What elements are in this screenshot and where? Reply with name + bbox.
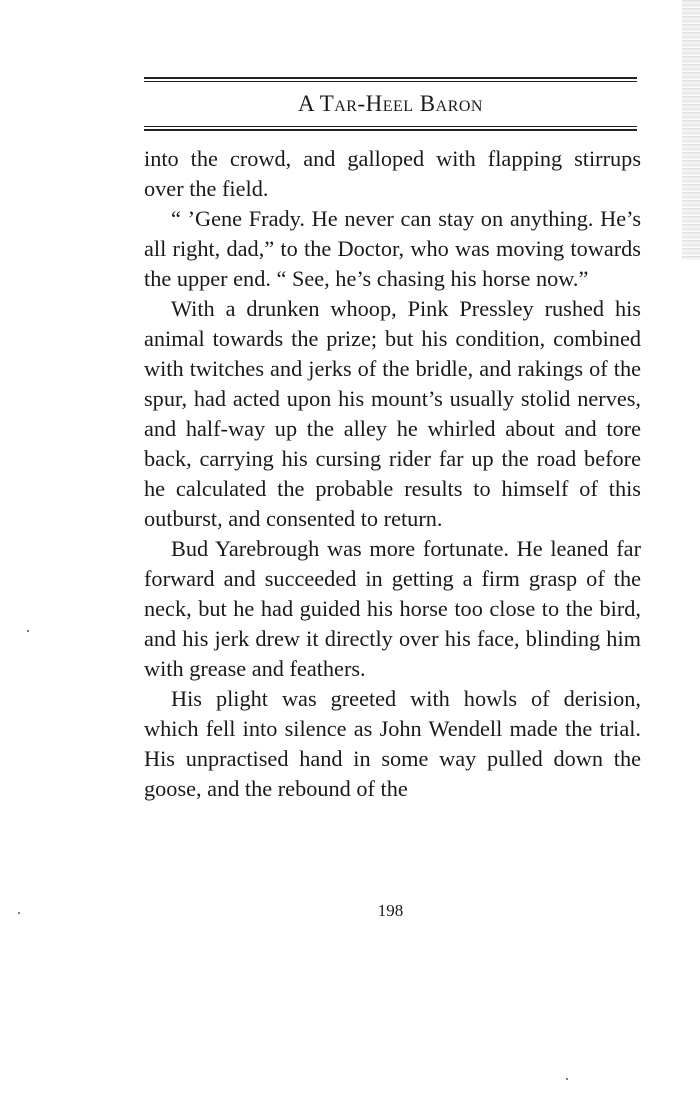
paragraph: “ ’Gene Frady. He never can stay on anything. He’s all right, dad,” to the Doctor, who was moving towards the upper end. “ See, he’s chasing his horse now.” xyxy=(144,206,641,291)
scan-edge-artifact xyxy=(682,0,700,260)
scan-speck xyxy=(18,912,20,914)
page-number: 198 xyxy=(377,901,404,920)
header-rule-bottom-thin xyxy=(144,126,637,127)
paragraph: Bud Yarebrough was more fortunate. He leaned far forward and succeeded in getting a firm grasp of the neck, but he had guided his horse too close to the bird, and his jerk drew it directly over his face, blinding him with grease and feathers. xyxy=(144,536,641,681)
paragraph-continued: into the crowd, and galloped with flapping stirrups over the field. xyxy=(144,146,641,201)
scan-speck xyxy=(27,630,29,632)
paragraph: His plight was greeted with howls of derision, which fell into silence as John Wendell made the trial. His unpractised hand in some way pulled down the goose, and the rebound of the xyxy=(144,686,641,801)
header-rule-bottom xyxy=(144,129,637,131)
header-rule-top-thin xyxy=(144,81,637,82)
header-rule-top xyxy=(144,77,637,79)
running-title: A Tar-Heel Baron xyxy=(298,91,483,116)
paragraph: With a drunken whoop, Pink Pressley rushed his animal towards the prize; but his condition, combined with twitches and jerks of the bridle, and rakings of the spur, had acted upon his mount’s usually stolid nerves, and half-way up the alley he whirled about and tore back, carrying his cursing rider far up the road before he calculated the probable results to himself of this outburst, and consented to return. xyxy=(144,296,641,531)
body-text xyxy=(144,144,641,804)
scan-speck xyxy=(566,1078,568,1080)
